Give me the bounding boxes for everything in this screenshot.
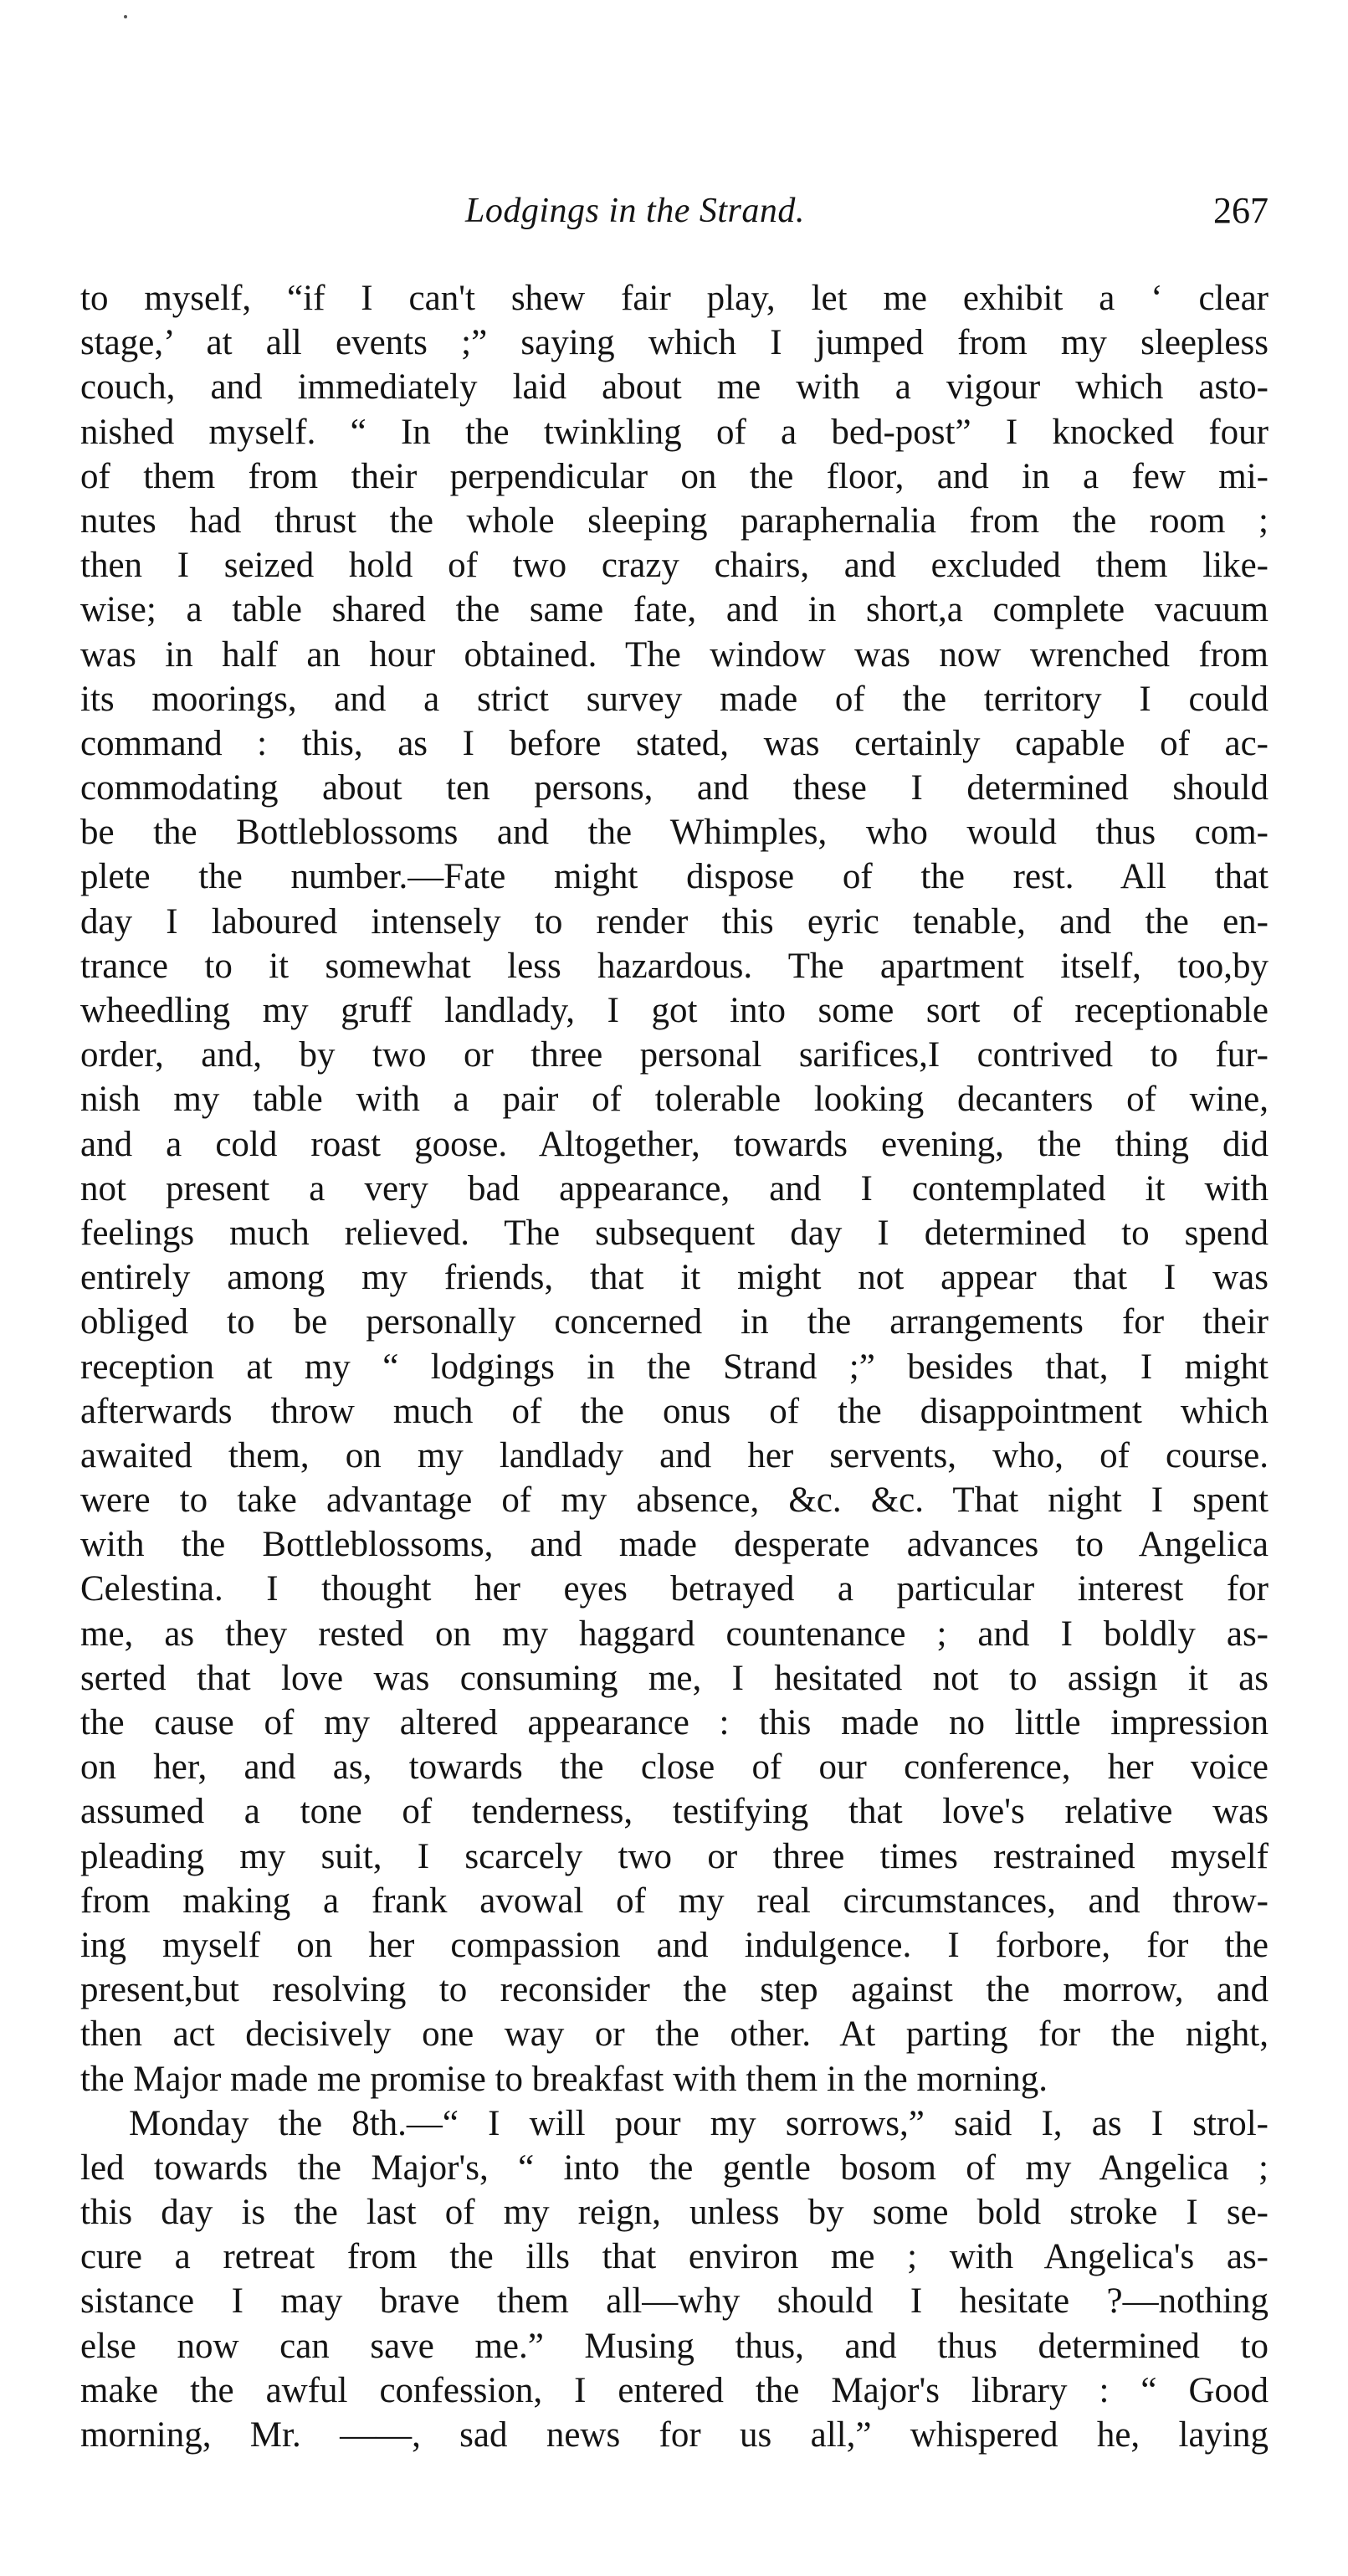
text-line: pleading my suit, I scarcely two or three times restrained myself [80, 1836, 1269, 1876]
text-line: nished myself. “ In the twinkling of a bed-post” I knocked four [80, 412, 1269, 452]
text-line: this day is the last of my reign, unless by some bold stroke I se- [80, 2193, 1269, 2233]
text-line: command : this, as I before stated, was certainly capable of ac- [80, 723, 1269, 763]
text-line: wheedling my gruff landlady, I got into some sort of receptionable [80, 991, 1269, 1030]
text-line: from making a frank avowal of my real circumstances, and throw- [80, 1881, 1269, 1921]
text-line: of them from their perpendicular on the floor, and in a few mi- [80, 456, 1269, 496]
text-line: present,but resolving to reconsider the step against the morrow, and [80, 1970, 1269, 2010]
page-number: 267 [1213, 190, 1269, 231]
text-line: were to take advantage of my absence, &c. &c. That night I spent [80, 1480, 1269, 1521]
text-line: afterwards throw much of the onus of the disappointment which [80, 1391, 1269, 1431]
text-line: be the Bottleblossoms and the Whimples, who would thus com- [80, 813, 1269, 853]
text-line: then act decisively one way or the other. At parting for the night, [80, 2014, 1269, 2055]
text-line: with the Bottleblossoms, and made desperate advances to Angelica [80, 1525, 1269, 1565]
text-line: was in half an hour obtained. The window was now wrenched from [80, 634, 1269, 675]
text-line: order, and, by two or three personal sarifices,I contrived to fur- [80, 1035, 1269, 1075]
text-line: led towards the Major's, “ into the gentle bosom of my Angelica ; [80, 2148, 1269, 2188]
running-head [80, 191, 1269, 241]
text-line: nish my table with a pair of tolerable looking decanters of wine, [80, 1080, 1269, 1120]
text-line: on her, and as, towards the close of our conference, her voice [80, 1747, 1269, 1788]
running-title: Lodgings in the Strand. [465, 192, 805, 230]
text-line: Celestina. I thought her eyes betrayed a particular interest for [80, 1569, 1269, 1609]
text-line: trance to it somewhat less hazardous. The apartment itself, too,by [80, 946, 1269, 986]
text-line: the cause of my altered appearance : this made no little impression [80, 1703, 1269, 1742]
text-line: awaited them, on my landlady and her servents, who, of course. [80, 1435, 1269, 1475]
text-line: me, as they rested on my haggard countenance ; and I boldly as- [80, 1614, 1269, 1654]
text-line: its moorings, and a strict survey made of the territory I could [80, 679, 1269, 719]
text-line: not present a very bad appearance, and I contemplated it with [80, 1168, 1269, 1208]
text-line: obliged to be personally concerned in the arrangements for their [80, 1302, 1269, 1342]
text-line: to myself, “if I can't shew fair play, let me exhibit a ‘ clear [80, 279, 1269, 318]
text-line: cure a retreat from the ills that environ me ; with Angelica's as- [80, 2237, 1269, 2277]
text-line: and a cold roast goose. Altogether, towards evening, the thing did [80, 1124, 1269, 1164]
text-line: serted that love was consuming me, I hesitated not to assign it as [80, 1658, 1269, 1698]
paragraph-start-line: Monday the 8th.—“ I will pour my sorrows,” said I, as I strol- [129, 2103, 1269, 2143]
paragraph-end-line: the Major made me promise to breakfast with them in the morning. [80, 2059, 1048, 2099]
ink-speck [124, 15, 127, 18]
text-line: reception at my “ lodgings in the Strand ;” besides that, I might [80, 1347, 1269, 1387]
text-line: plete the number.—Fate might dispose of the rest. All that [80, 857, 1269, 897]
text-line: couch, and immediately laid about me with a vigour which asto- [80, 367, 1269, 408]
text-line: stage,’ at all events ;” saying which I jumped from my sleepless [80, 323, 1269, 363]
text-line: morning, Mr. ——, sad news for us all,” whispered he, laying [80, 2415, 1269, 2455]
text-line: nutes had thrust the whole sleeping paraphernalia from the room ; [80, 500, 1269, 541]
body-text [80, 276, 1269, 2457]
text-line: sistance I may brave them all—why should I hesitate ?—nothing [80, 2281, 1269, 2322]
text-line: entirely among my friends, that it might not appear that I was [80, 1258, 1269, 1298]
text-line: make the awful confession, I entered the Major's library : “ Good [80, 2370, 1269, 2410]
text-line: day I laboured intensely to render this eyric tenable, and the en- [80, 901, 1269, 942]
text-line: then I seized hold of two crazy chairs, and excluded them like- [80, 546, 1269, 586]
text-line: feelings much relieved. The subsequent day I determined to spend [80, 1213, 1269, 1253]
text-line: ing myself on her compassion and indulgence. I forbore, for the [80, 1925, 1269, 1965]
text-line: assumed a tone of tenderness, testifying that love's relative was [80, 1792, 1269, 1832]
text-line: else now can save me.” Musing thus, and thus determined to [80, 2326, 1269, 2366]
text-line: commodating about ten persons, and these I determined should [80, 768, 1269, 808]
text-line: wise; a table shared the same fate, and in short,a complete vacuum [80, 590, 1269, 630]
